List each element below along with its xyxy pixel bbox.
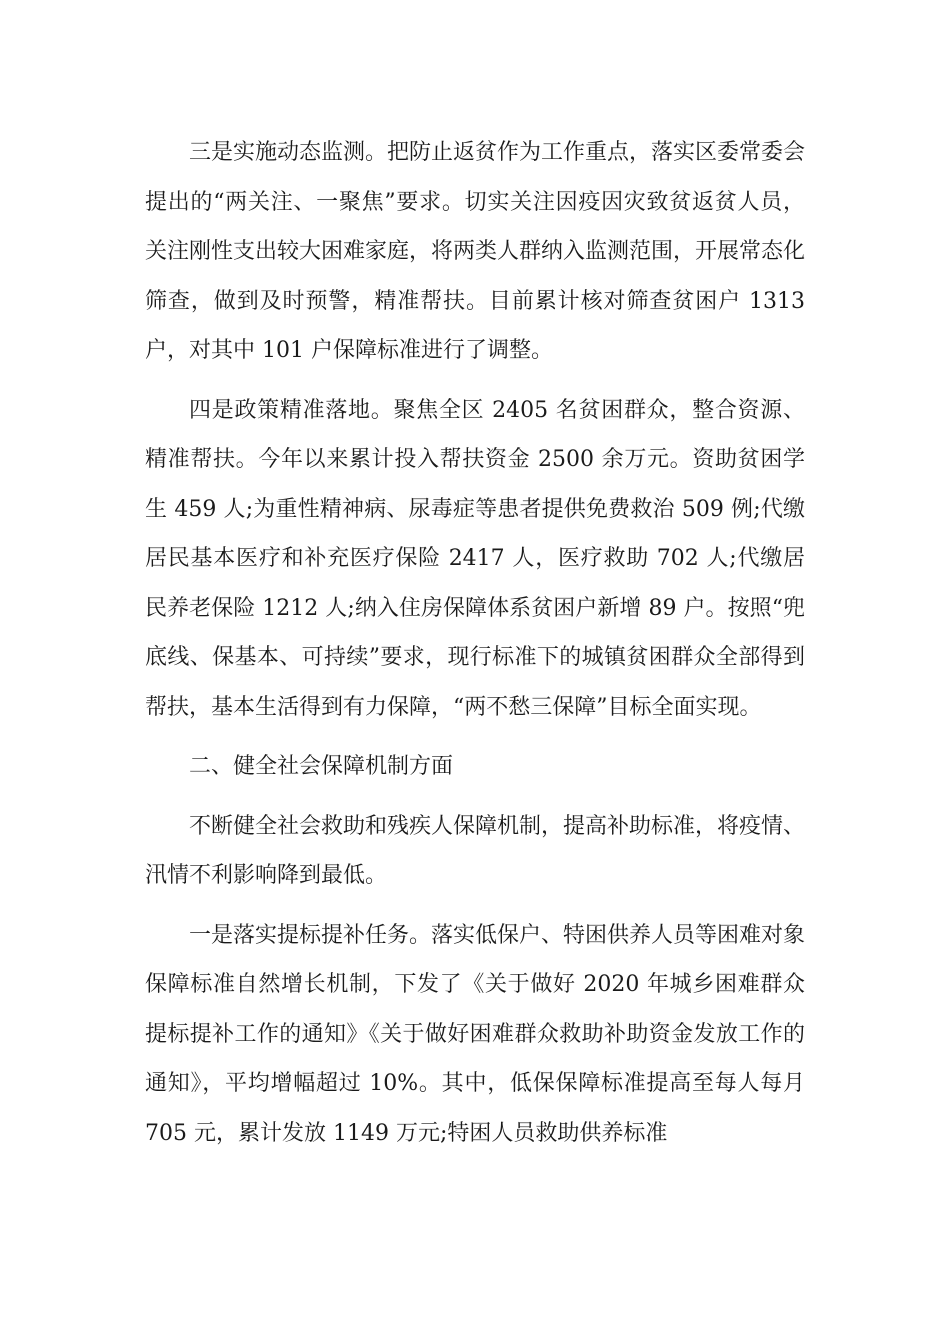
paragraph-policy-implementation: 四是政策精准落地。聚焦全区 2405 名贫困群众，整合资源、精准帮扶。今年以来累计投入帮扶资金 2500 余万元。资助贫困学生 459 人;为重性精神病、尿毒症等患者提供免费救治 509 例;代缴居民基本医疗和补充医疗保险 2417 人，医疗救助 702 人;代缴居民养老保险 1212 人;纳入住房保障体系贫困户新增 89 户。按照“兜底线、保基本、可持续”要求，现行标准下的城镇贫困群众全部得到帮扶，基本生活得到有力保障，“两不愁三保障”目标全面实现。 [145, 397, 805, 720]
paragraph-raise-standards: 一是落实提标提补任务。落实低保户、特困供养人员等困难对象保障标准自然增长机制，下发了《关于做好 2020 年城乡困难群众提标提补工作的通知》《关于做好困难群众救助补助资金发放工作的通知》，平均增幅超过 10%。其中，低保保障标准提高至每人每月 705 元，累计发放 1149 万元;特困人员救助供养标准 [145, 922, 806, 1146]
paragraph-dynamic-monitoring: 三是实施动态监测。把防止返贫作为工作重点，落实区委常委会提出的“两关注、一聚焦”要求。切实关注因疫因灾致贫返贫人员，关注刚性支出较大困难家庭，将两类人群纳入监测范围，开展常态化筛查，做到及时预警，精准帮扶。目前累计核对筛查贫困户 1313 户，对其中 101 户保障标准进行了调整。 [145, 140, 806, 363]
paragraph-social-assistance-intro: 不断健全社会救助和残疾人保障机制，提高补助标准，将疫情、汛情不利影响降到最低。 [145, 813, 806, 888]
section-heading-social-security: 二、健全社会保障机制方面 [189, 754, 454, 779]
document-body [145, 128, 805, 1158]
